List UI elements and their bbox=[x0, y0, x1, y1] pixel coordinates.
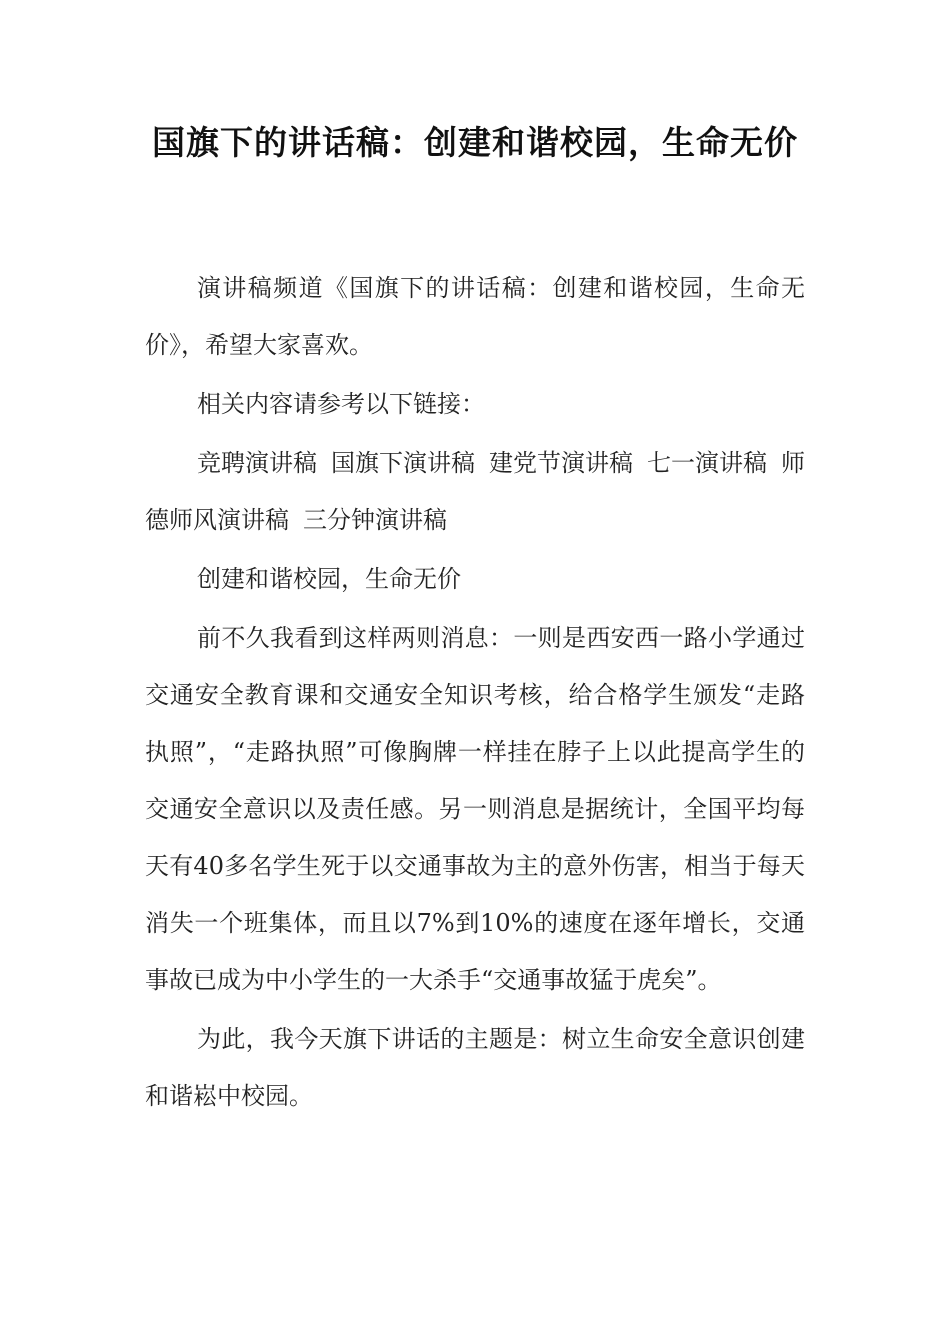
link-july-first-speech[interactable]: 七一演讲稿 bbox=[647, 449, 767, 477]
link-flag-speech[interactable]: 国旗下演讲稿 bbox=[331, 449, 475, 477]
link-three-minute-speech[interactable]: 三分钟演讲稿 bbox=[303, 506, 447, 534]
link-teacher-ethics-speech[interactable]: 师德师风演讲稿 bbox=[145, 449, 805, 534]
news-paragraph: 前不久我看到这样两则消息：一则是西安西一路小学通过交通安全教育课和交通安全知识考核，给合格学生颁发“走路执照”，“走路执照”可像胸牌一样挂在脖子上以此提高学生的交通安全意识以及责任感。另一则消息是据统计，全国平均每天有40多名学生死于以交通事故为主的意外伤害，相当于每天消失一个班集体，而且以7%到10%的速度在逐年增长，交通事故已成为中小学生的一大杀手“交通事故猛于虎矣”。 bbox=[145, 624, 805, 994]
related-links bbox=[145, 435, 805, 549]
link-party-day-speech[interactable]: 建党节演讲稿 bbox=[489, 449, 633, 477]
related-links-label: 相关内容请参考以下链接： bbox=[197, 390, 485, 418]
theme-paragraph: 为此，我今天旗下讲话的主题是：树立生命安全意识创建和谐崧中校园。 bbox=[145, 1025, 805, 1110]
document-title: 国旗下的讲话稿：创建和谐校园，生命无价 bbox=[152, 123, 798, 162]
section-heading: 创建和谐校园，生命无价 bbox=[197, 565, 461, 593]
link-competition-speech[interactable]: 竞聘演讲稿 bbox=[197, 449, 317, 477]
document-body bbox=[145, 260, 805, 1125]
intro-paragraph: 演讲稿频道《国旗下的讲话稿：创建和谐校园，生命无价》，希望大家喜欢。 bbox=[145, 274, 805, 359]
